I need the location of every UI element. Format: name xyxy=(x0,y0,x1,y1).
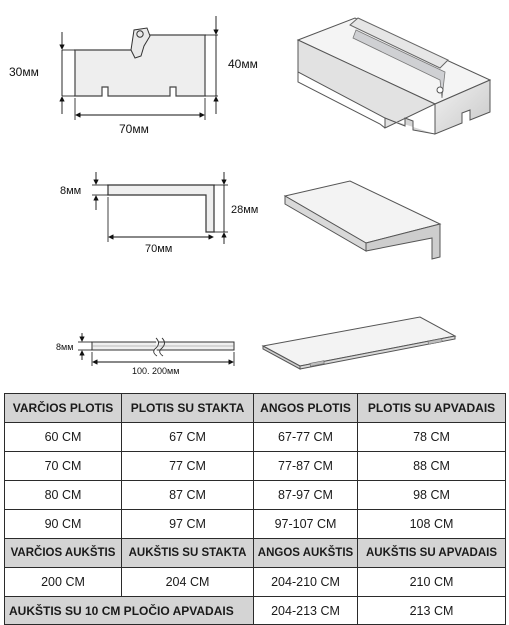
frame-profile-drawing xyxy=(9,16,258,136)
angle-trim-3d xyxy=(285,181,440,259)
table-row xyxy=(5,510,506,539)
table-cell: 60 CM xyxy=(5,423,122,452)
header-width-with-trims: PLOTIS SU APVADAIS xyxy=(358,394,506,423)
table-row xyxy=(5,568,506,597)
frame-profile-3d xyxy=(298,18,490,134)
table-cell: 77 CM xyxy=(122,452,254,481)
angle-thickness-label: 8мм xyxy=(60,185,82,197)
flat-trim-drawing xyxy=(56,333,234,376)
table-row xyxy=(5,481,506,510)
table-cell: 70 CM xyxy=(5,452,122,481)
table-cell: 200 CM xyxy=(5,568,122,597)
frame-right-label: 40мм xyxy=(228,57,258,71)
table-cell: 87 CM xyxy=(122,481,254,510)
table-cell: 97 CM xyxy=(122,510,254,539)
header-opening-width: ANGOS PLOTIS xyxy=(254,394,358,423)
table-cell: 77-87 CM xyxy=(254,452,358,481)
table-row xyxy=(5,423,506,452)
table-cell: 204 CM xyxy=(122,568,254,597)
table-cell: 204-213 CM xyxy=(254,597,358,625)
header-leaf-height: VARČIOS AUKŠTIS xyxy=(5,539,122,568)
table-cell: 108 CM xyxy=(358,510,506,539)
table-cell: 204-210 CM xyxy=(254,568,358,597)
table-cell: 90 CM xyxy=(5,510,122,539)
table-cell: 88 CM xyxy=(358,452,506,481)
header-height-with-frame: AUKŠTIS SU STAKTA xyxy=(122,539,254,568)
table-row xyxy=(5,597,506,625)
table-cell: 98 CM xyxy=(358,481,506,510)
angle-trim-drawing xyxy=(60,172,258,255)
table-cell: 80 CM xyxy=(5,481,122,510)
table-cell: 210 CM xyxy=(358,568,506,597)
flat-trim-3d xyxy=(263,317,455,369)
table-cell: 87-97 CM xyxy=(254,481,358,510)
height-header-row xyxy=(5,539,506,568)
flat-width-label: 100. 200мм xyxy=(132,366,180,376)
table-cell: 67 CM xyxy=(122,423,254,452)
table-row xyxy=(5,452,506,481)
frame-height-label: 30мм xyxy=(9,65,39,79)
header-height-with-trims: AUKŠTIS SU APVADAIS xyxy=(358,539,506,568)
flat-thickness-label: 8мм xyxy=(56,342,74,352)
table-cell: 213 CM xyxy=(358,597,506,625)
table-cell: 97-107 CM xyxy=(254,510,358,539)
angle-height-label: 28мм xyxy=(231,204,259,216)
width-header-row xyxy=(5,394,506,423)
header-opening-height: ANGOS AUKŠTIS xyxy=(254,539,358,568)
frame-width-label: 70мм xyxy=(119,122,149,136)
angle-width-label: 70мм xyxy=(145,243,173,255)
last-row-label: AUKŠTIS SU 10 CM PLOČIO APVADAIS xyxy=(5,597,254,625)
header-width-with-frame: PLOTIS SU STAKTA xyxy=(122,394,254,423)
door-dimensions-table xyxy=(4,393,506,625)
header-leaf-width: VARČIOS PLOTIS xyxy=(5,394,122,423)
table-cell: 78 CM xyxy=(358,423,506,452)
table-cell: 67-77 CM xyxy=(254,423,358,452)
